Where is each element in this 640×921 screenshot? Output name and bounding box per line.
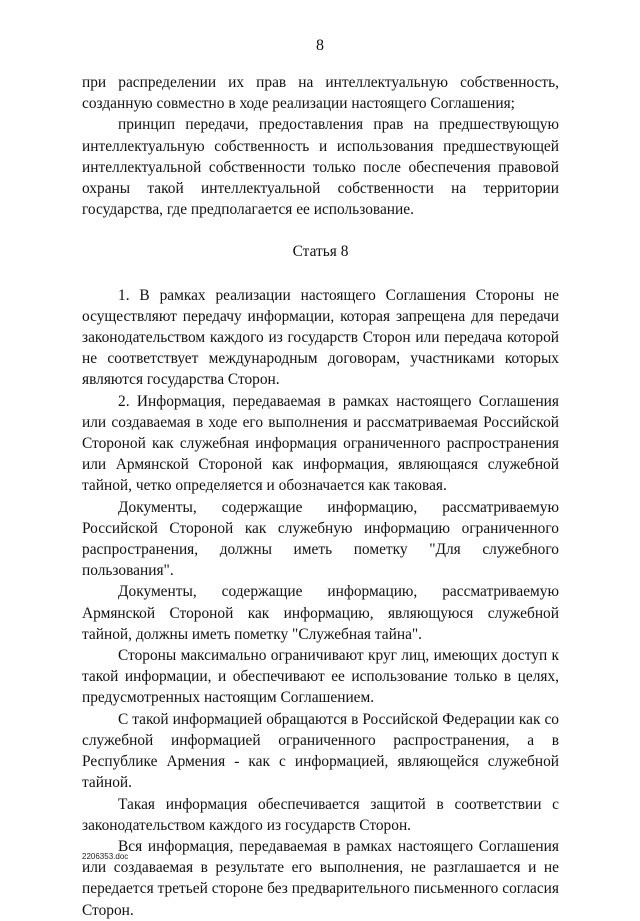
article-paragraph: С такой информацией обращаются в Российской Федерации как со служебной информацией ограниченного распространения, а в Республике Армения - как с информацией, являющейся служебной тайной. xyxy=(82,710,559,792)
article-paragraph: 2. Информация, передаваемая в рамках настоящего Соглашения или создаваемая в ходе его выполнения и рассматриваемая Российской Стороной как служебная информация ограниченного распространения или Армянской Стороной как информация, являющаяся служебной тайной, четко определяется и обозначается как таковая. xyxy=(82,392,559,495)
page-number: 8 xyxy=(316,37,324,54)
footer-file-code: 2206353.doc xyxy=(82,852,129,861)
paragraph-top-1: при распределении их прав на интеллектуальную собственность, созданную совместно в ходе реализации настоящего Соглашения; xyxy=(82,74,559,113)
article-paragraph: 1. В рамках реализации настоящего Соглашения Стороны не осуществляют передачу информации, которая запрещена для передачи законодательством каждого из государств Сторон или передача которой не соответствует международным договорам, участниками которых являются государства Сторон. xyxy=(82,286,559,389)
article-paragraph: Стороны максимально ограничивают круг лиц, имеющих доступ к такой информации, и обеспечивают ее использование только в целях, предусмотренных настоящим Соглашением. xyxy=(82,647,559,707)
paragraph-top-2: принцип передачи, предоставления прав на предшествующую интеллектуальную собственность и использования предшествующей интеллектуальной собственности только после обеспечения правовой охраны такой интеллектуальной собственности на территории государства, где предполагается ее использование. xyxy=(82,116,559,219)
article-paragraph: Документы, содержащие информацию, рассматриваемую Армянской Стороной как информацию, являющуюся служебной тайной, должны иметь пометку "Служебная тайна". xyxy=(82,583,559,643)
article-paragraph: Документы, содержащие информацию, рассматриваемую Российской Стороной как служебную информацию ограниченного распространения, должны иметь пометку "Для служебного пользования". xyxy=(82,498,559,580)
document-body xyxy=(82,72,559,921)
article-paragraph: Вся информация, передаваемая в рамках настоящего Соглашения или создаваемая в результате его выполнения, не разглашается и не передается третьей стороне без предварительного письменного согласия Сторон. xyxy=(82,837,559,919)
article-paragraph: Такая информация обеспечивается защитой в соответствии с законодательством каждого из государств Сторон. xyxy=(82,795,559,834)
article-heading: Статья 8 xyxy=(292,243,349,261)
